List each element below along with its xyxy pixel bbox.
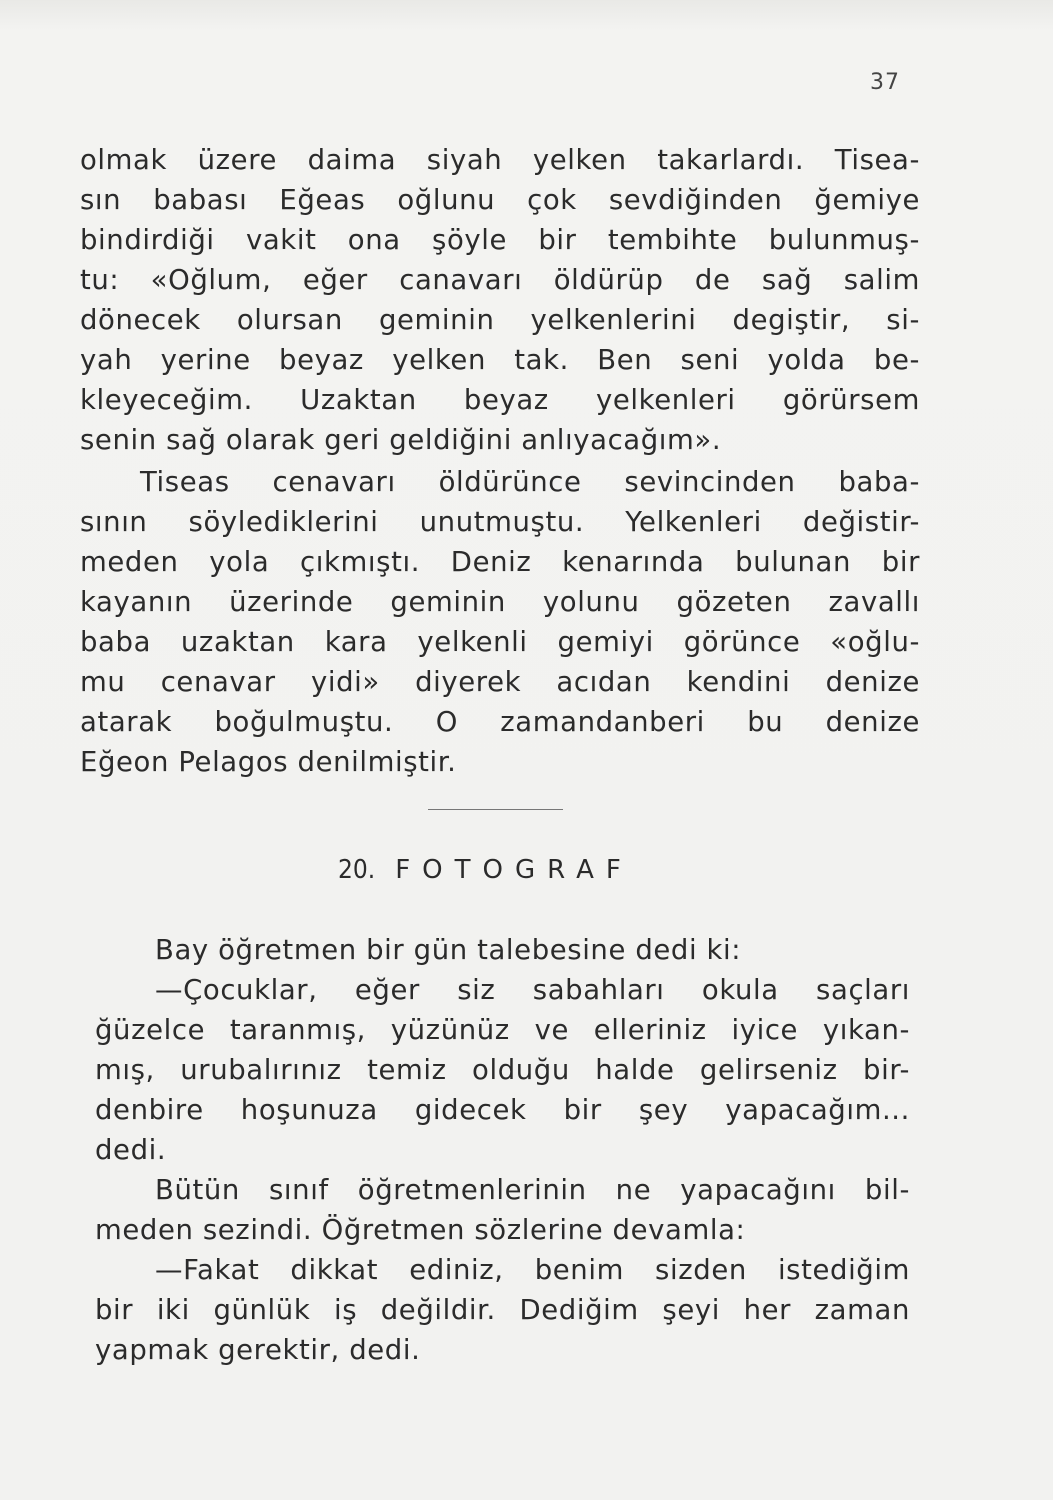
text-line: denbire hoşunuza gidecek bir şey yapacağım... <box>95 1094 910 1126</box>
text-line: —Fakat dikkat ediniz, benim sizden istediğim <box>155 1254 910 1286</box>
story-end-paragraph-2 <box>80 462 920 782</box>
text-line: Bay öğretmen bir gün talebesine dedi ki: <box>155 934 742 966</box>
text-line: kayanın üzerinde geminin yolunu gözeten zavallı <box>80 586 920 618</box>
text-line: atarak boğulmuştu. O zamandanberi bu denize <box>80 706 920 738</box>
text-line: dedi. <box>95 1134 167 1166</box>
text-line: kleyeceğim. Uzaktan beyaz yelkenleri görürsem <box>80 384 920 416</box>
text-line: mış, urubalırınız temiz olduğu halde gelirseniz bir- <box>95 1054 910 1086</box>
text-line: —Çocuklar, eğer siz sabahları okula saçları <box>155 974 910 1006</box>
text-line: Tiseas cenavarı öldürünce sevincinden baba- <box>140 466 920 498</box>
text-line: olmak üzere daima siyah yelken takarlardı. Tisea- <box>80 144 920 176</box>
text-line: mu cenavar yidi» diyerek acıdan kendini denize <box>80 666 920 698</box>
section-divider <box>428 809 563 810</box>
page-number: 37 <box>870 70 900 95</box>
text-line: sın babası Eğeas oğlunu çok sevdiğinden ğemiye <box>80 184 920 216</box>
text-line: Bütün sınıf öğretmenlerinin ne yapacağını bil- <box>155 1174 910 1206</box>
story-paragraph-2 <box>95 1170 910 1370</box>
text-line: tu: «Oğlum, eğer canavarı öldürüp de sağ salim <box>80 264 920 296</box>
section-title: FOTOGRAF <box>395 855 633 885</box>
text-line: sının söylediklerini unutmuştu. Yelkenleri değistir- <box>80 506 920 538</box>
story-end-paragraph-1 <box>80 140 920 460</box>
text-line: Eğeon Pelagos denilmiştir. <box>80 746 457 778</box>
text-line: meden yola çıkmıştı. Deniz kenarında bulunan bir <box>80 546 920 578</box>
text-line: senin sağ olarak geri geldiğini anlıyacağım». <box>80 424 722 456</box>
text-line: yapmak gerektir, dedi. <box>95 1334 421 1366</box>
text-line: yah yerine beyaz yelken tak. Ben seni yolda be- <box>80 344 920 376</box>
text-line: baba uzaktan kara yelkenli gemiyi görünce «oğlu- <box>80 626 920 658</box>
section-heading <box>338 855 633 885</box>
text-line: bindirdiği vakit ona şöyle bir tembihte bulunmuş- <box>80 224 920 256</box>
text-line: bir iki günlük iş değildir. Dediğim şeyi her zaman <box>95 1294 910 1326</box>
text-line: ğüzelce taranmış, yüzünüz ve elleriniz iyice yıkan- <box>95 1014 910 1046</box>
text-line: dönecek olursan geminin yelkenlerini degiştir, si- <box>80 304 920 336</box>
text-line: meden sezindi. Öğretmen sözlerine devamla: <box>95 1214 746 1246</box>
section-number: 20. <box>338 855 376 885</box>
story-paragraph-1 <box>95 930 910 1170</box>
